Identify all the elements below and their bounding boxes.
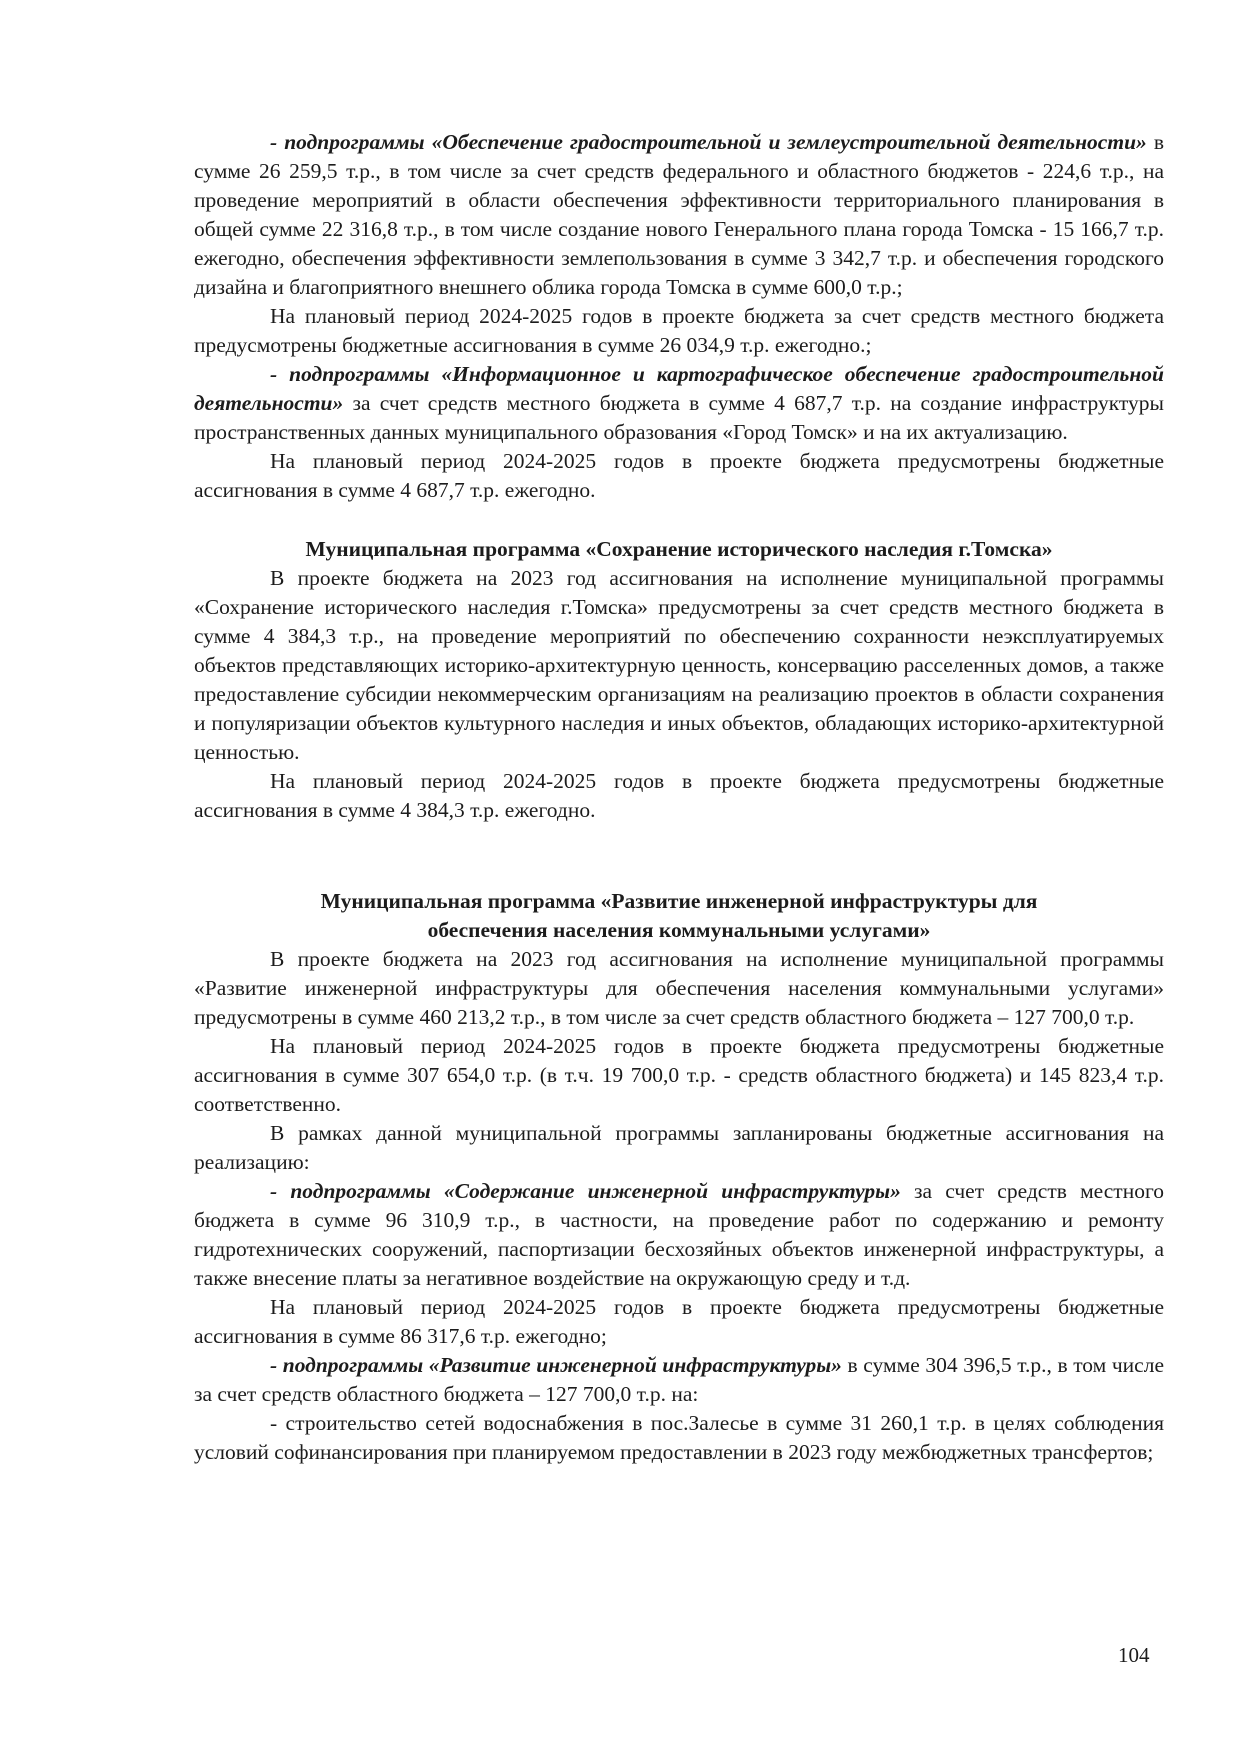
subprogram-urban-planning-paragraph <box>194 128 1164 302</box>
infrastructure-heading-line-2: обеспечения населения коммунальными услугами» <box>427 918 931 942</box>
subprogram-cartographic-text: за счет средств местного бюджета в сумме 4 687,7 т.р. на создание инфраструктуры пространственных данных муниципального образования «Город Томск» и на их актуализацию. <box>194 391 1164 444</box>
subprogram-development-text: в сумме 304 396,5 т.р., в том числе за счет средств областного бюджета – 127 700,0 т.р. на: <box>194 1353 1164 1406</box>
subprogram-maintenance-title: - подпрограммы «Содержание инженерной инфраструктуры» <box>270 1179 901 1203</box>
heritage-program-paragraph: В проекте бюджета на 2023 год ассигнования на исполнение муниципальной программы «Сохранение исторического наследия г.Томска» предусмотрены за счет средств местного бюджета в сумме 4 384,3 т.р., на проведение мероприятий по обеспечению сохранности неэксплуатируемых объектов представляющих историко-архитектурную ценность, консервацию расселенных домов, а также предоставление субсидии некоммерческим организациям на реализацию проектов в области сохранения и популяризации объектов культурного наследия и иных объектов, обладающих историко-архитектурной ценностью. <box>194 566 1164 764</box>
infrastructure-heading-line-1: Муниципальная программа «Развитие инженерной инфраструктуры для <box>320 889 1038 913</box>
subprogram-urban-planning-text: в сумме 26 259,5 т.р., в том числе за счет средств федерального и областного бюджетов - 224,6 т.р., на проведение мероприятий в области обеспечения эффективности территориального планирования в общей сумме 22 316,8 т.р., в том числе создание нового Генерального плана города Томска - 15 166,7 т.р. ежегодно, обеспечения эффективности землепользования в сумме 3 342,7 т.р. и обеспечения городского дизайна и благоприятного внешнего облика города Томска в сумме 600,0 т.р.; <box>194 130 1164 299</box>
maintenance-plan-period-paragraph: На плановый период 2024-2025 годов в проекте бюджета предусмотрены бюджетные ассигнования в сумме 86 317,6 т.р. ежегодно; <box>194 1295 1164 1348</box>
subprogram-development-title: - подпрограммы «Развитие инженерной инфраструктуры» <box>270 1353 842 1377</box>
heritage-program-heading: Муниципальная программа «Сохранение исторического наследия г.Томска» <box>305 537 1053 561</box>
infrastructure-plan-period-paragraph: На плановый период 2024-2025 годов в проекте бюджета предусмотрены бюджетные ассигнования в сумме 307 654,0 т.р. (в т.ч. 19 700,0 т.р. - средств областного бюджета) и 145 823,4 т.р. соответственно. <box>194 1034 1164 1116</box>
document-page <box>194 128 1164 1467</box>
subprogram-cartographic-paragraph <box>194 360 1164 447</box>
subprogram-maintenance-text: за счет средств местного бюджета в сумме 96 310,9 т.р., в частности, на проведение работ по содержанию и ремонту гидротехнических сооружений, паспортизации бесхозяйных объектов инженерной инфраструктуры, а также внесение платы за негативное воздействие на окружающую среду и т.д. <box>194 1179 1164 1290</box>
infrastructure-program-heading <box>194 887 1164 945</box>
heritage-plan-period-paragraph: На плановый период 2024-2025 годов в проекте бюджета предусмотрены бюджетные ассигнования в сумме 4 384,3 т.р. ежегодно. <box>194 769 1164 822</box>
subprogram-urban-planning-title: - подпрограммы «Обеспечение градостроительной и землеустроительной деятельности» <box>270 130 1147 154</box>
page-number: 104 <box>1118 1643 1150 1667</box>
infrastructure-program-paragraph: В проекте бюджета на 2023 год ассигнования на исполнение муниципальной программы «Развитие инженерной инфраструктуры для обеспечения населения коммунальными услугами» предусмотрены в сумме 460 213,2 т.р., в том числе за счет средств областного бюджета – 127 700,0 т.р. <box>194 947 1164 1029</box>
infrastructure-framework-paragraph: В рамках данной муниципальной программы запланированы бюджетные ассигнования на реализацию: <box>194 1121 1164 1174</box>
urban-planning-plan-period-paragraph: На плановый период 2024-2025 годов в проекте бюджета за счет средств местного бюджета предусмотрены бюджетные ассигнования в сумме 26 034,9 т.р. ежегодно.; <box>194 304 1164 357</box>
water-supply-construction-paragraph: - строительство сетей водоснабжения в пос.Залесье в сумме 31 260,1 т.р. в целях соблюдения условий софинансирования при планируемом предоставлении в 2023 году межбюджетных трансфертов; <box>194 1411 1164 1464</box>
subprogram-cartographic-title: - подпрограммы «Информационное и картографическое обеспечение градостроительной деятельности» <box>194 362 1164 415</box>
subprogram-development-paragraph <box>194 1351 1164 1409</box>
subprogram-maintenance-paragraph <box>194 1177 1164 1293</box>
cartographic-plan-period-paragraph: На плановый период 2024-2025 годов в проекте бюджета предусмотрены бюджетные ассигнования в сумме 4 687,7 т.р. ежегодно. <box>194 449 1164 502</box>
